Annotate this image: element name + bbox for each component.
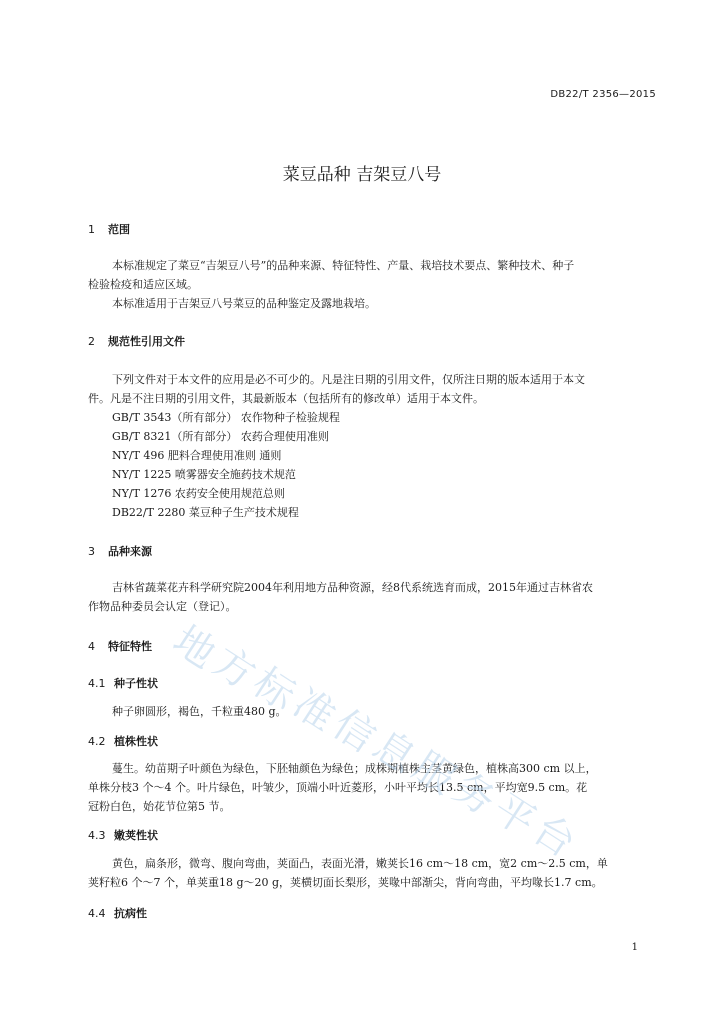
page-number: 1 <box>631 942 638 953</box>
watermark-char: 标 <box>244 659 304 720</box>
paragraph-line: 冠粉白色，始花节位第5 节。 <box>88 800 231 813</box>
watermark-char: 信 <box>324 701 384 762</box>
reference-item: GB/T 3543（所有部分） 农作物种子检验规程 <box>112 411 340 424</box>
section-3-heading <box>88 543 152 559</box>
reference-item: NY/T 496 肥料合理使用准则 通则 <box>112 449 282 462</box>
paragraph-line: 荚籽粒6 个～7 个，单荚重18 g～20 g，荚横切面长梨形，荚喙中部渐尖，背向弯曲，平均喙长1.7 cm。 <box>88 876 603 889</box>
section-number: 4 <box>88 640 95 653</box>
watermark-char: 平 <box>484 785 544 846</box>
watermark-char: 方 <box>204 638 264 699</box>
paragraph-line: 蔓生。幼苗期子叶颜色为绿色，下胚轴颜色为绿色；成株期植株主茎黄绿色，植株高300 cm 以上， <box>112 762 597 775</box>
paragraph-line: 下列文件对于本文件的应用是必不可少的。凡是注日期的引用文件，仅所注日期的版本适用于本文 <box>112 373 585 386</box>
paragraph-line: 作物品种委员会认定（登记）。 <box>88 600 237 613</box>
paragraph-line: 本标准适用于吉架豆八号菜豆的品种鉴定及露地栽培。 <box>112 297 376 310</box>
paragraph-line: 吉林省蔬菜花卉科学研究院2004年利用地方品种资源，经8代系统选育而成，2015年通过吉林省农 <box>112 581 593 594</box>
subsection-title: 嫩荚性状 <box>114 829 158 842</box>
paragraph-line: 检验检疫和适应区域。 <box>88 278 198 291</box>
section-number: 1 <box>88 223 95 236</box>
subsection-4-3-heading <box>88 827 158 843</box>
reference-item: NY/T 1225 喷雾器安全施药技术规范 <box>112 468 296 481</box>
paragraph-line: 黄色，扁条形，微弯、腹向弯曲，荚面凸，表面光滑，嫩荚长16 cm～18 cm，宽2 cm～2.5 cm，单 <box>112 857 608 870</box>
section-title: 特征特性 <box>108 640 152 653</box>
subsection-4-2-heading <box>88 733 158 749</box>
subsection-number: 4.1 <box>88 677 106 690</box>
watermark-char: 务 <box>444 764 504 825</box>
paragraph-line: 种子卵圆形，褐色，千粒重480 g。 <box>112 705 287 718</box>
section-1-heading <box>88 221 130 237</box>
section-title: 品种来源 <box>108 545 152 558</box>
paragraph-line: 件。凡是不注日期的引用文件，其最新版本（包括所有的修改单）适用于本文件。 <box>88 392 484 405</box>
standard-code: DB22/T 2356—2015 <box>550 89 656 100</box>
subsection-number: 4.2 <box>88 735 106 748</box>
reference-item: DB22/T 2280 菜豆种子生产技术规程 <box>112 506 299 519</box>
reference-item: GB/T 8321（所有部分） 农药合理使用准则 <box>112 430 329 443</box>
section-title: 规范性引用文件 <box>108 335 185 348</box>
paragraph-line: 单株分枝3 个～4 个。叶片绿色，叶皱少，顶端小叶近菱形，小叶平均长13.5 cm，平均宽9.5 cm。花 <box>88 781 588 794</box>
section-number: 2 <box>88 335 95 348</box>
watermark-char: 地 <box>164 617 224 678</box>
section-title: 范围 <box>108 223 130 236</box>
subsection-4-4-heading <box>88 905 147 921</box>
subsection-title: 植株性状 <box>114 735 158 748</box>
watermark-char: 息 <box>364 722 424 783</box>
document-title: 菜豆品种 吉架豆八号 <box>282 165 442 185</box>
paragraph-line: 本标准规定了菜豆“吉架豆八号”的品种来源、特征特性、产量、栽培技术要点、繁种技术、种子 <box>112 259 575 272</box>
subsection-title: 抗病性 <box>114 907 147 920</box>
section-2-heading <box>88 333 185 349</box>
section-number: 3 <box>88 545 95 558</box>
watermark-char: 准 <box>284 680 344 741</box>
reference-item: NY/T 1276 农药安全使用规范总则 <box>112 487 285 500</box>
subsection-number: 4.4 <box>88 907 106 920</box>
subsection-number: 4.3 <box>88 829 106 842</box>
subsection-title: 种子性状 <box>114 677 158 690</box>
subsection-4-1-heading <box>88 675 158 691</box>
watermark-char: 服 <box>404 743 464 804</box>
watermark-char: 台 <box>524 806 584 867</box>
section-4-heading <box>88 638 152 654</box>
